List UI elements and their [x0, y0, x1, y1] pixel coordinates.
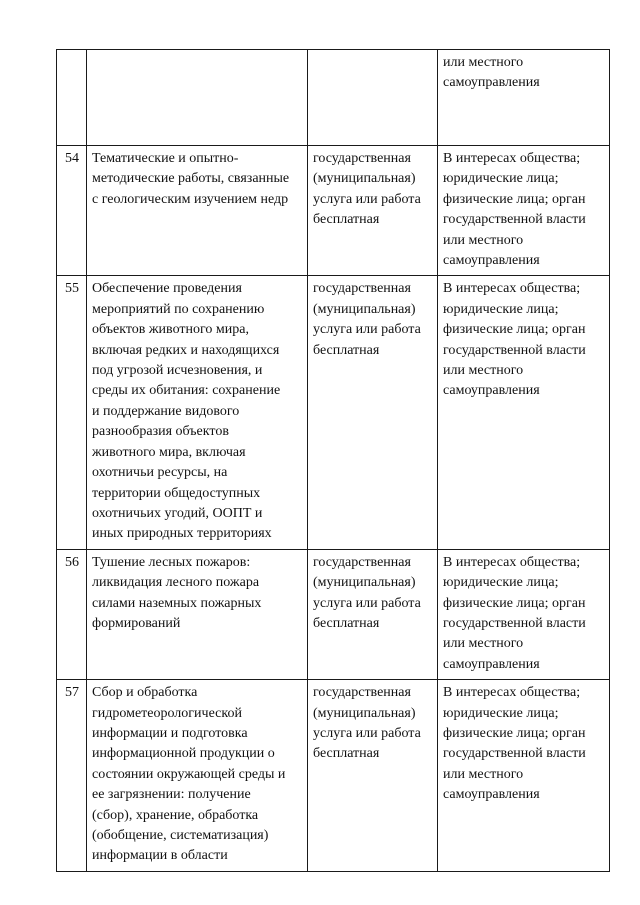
service-name-line: методические работы, связанные: [92, 171, 290, 187]
service-type-line: услуга или работа: [313, 191, 421, 207]
service-name-line: силами наземных пожарных: [92, 595, 262, 611]
service-type-line: (муниципальная): [313, 705, 416, 721]
consumers-cell: [438, 680, 610, 872]
consumers-line: В интересах общества;: [443, 685, 581, 701]
consumers-cell: [438, 50, 610, 146]
consumers-line: или местного: [443, 55, 524, 70]
service-name-line: охотничьих угодий, ООПТ и: [92, 505, 263, 521]
service-type-cell: [308, 680, 438, 872]
consumers-line: государственной власти: [443, 342, 586, 358]
table-row: [57, 50, 610, 146]
service-name-line: информации и подготовка: [92, 725, 248, 741]
row-number: 55: [57, 276, 87, 549]
table-row: [57, 276, 610, 549]
service-type-line: услуга или работа: [313, 595, 421, 611]
service-type-line: государственная: [313, 151, 411, 166]
service-name-cell: [87, 146, 308, 276]
consumers-line: юридические лица;: [443, 301, 559, 317]
consumers-line: или местного: [443, 636, 524, 652]
consumers-line: физические лица; орган: [443, 191, 586, 207]
service-type-line: (муниципальная): [313, 575, 416, 591]
service-name-line: мероприятий по сохранению: [92, 301, 265, 317]
consumers-line: В интересах общества;: [443, 554, 581, 570]
service-name-line: животного мира, включая: [92, 444, 246, 460]
consumers-line: самоуправления: [443, 253, 540, 269]
consumers-line: юридические лица;: [443, 705, 559, 721]
service-type-line: услуга или работа: [313, 725, 421, 741]
consumers-line: или местного: [443, 363, 524, 379]
service-name-line: ликвидация лесного пожара: [92, 575, 260, 591]
service-name-cell: [87, 276, 308, 549]
service-type-cell: [308, 146, 438, 276]
service-name-cell: [87, 549, 308, 679]
consumers-cell: [438, 276, 610, 549]
consumers-line: самоуправления: [443, 787, 540, 803]
service-type-cell: [308, 549, 438, 679]
service-type-line: бесплатная: [313, 342, 380, 358]
service-name-line: с геологическим изучением недр: [92, 191, 289, 207]
consumers-line: государственной власти: [443, 212, 586, 228]
service-type-cell: [308, 276, 438, 549]
consumers-line: физические лица; орган: [443, 725, 586, 741]
service-type-line: бесплатная: [313, 212, 380, 228]
services-table-body: [57, 50, 610, 872]
consumers-line: государственной власти: [443, 746, 586, 762]
service-name-line: Сбор и обработка: [92, 685, 198, 701]
service-name-line: охотничьи ресурсы, на: [92, 465, 228, 481]
service-type-line: государственная: [313, 281, 411, 297]
consumers-line: юридические лица;: [443, 171, 559, 187]
service-name-line: Обеспечение проведения: [92, 281, 242, 297]
consumers-line: физические лица; орган: [443, 595, 586, 611]
service-name-line: информационной продукции о: [92, 746, 275, 762]
service-name-line: формирований: [92, 615, 181, 631]
service-type-line: бесплатная: [313, 746, 380, 762]
services-table: [56, 49, 610, 872]
row-number: [57, 50, 87, 146]
service-name-line: (сбор), хранение, обработка: [92, 807, 259, 823]
service-name-line: разнообразия объектов: [92, 424, 229, 440]
service-name-line: (обобщение, систематизация): [92, 828, 269, 843]
consumers-line: самоуправления: [443, 75, 540, 91]
row-number: 57: [57, 680, 87, 872]
consumers-line: В интересах общества;: [443, 281, 581, 297]
service-name-cell: [87, 50, 308, 146]
service-name-line: Тематические и опытно-: [92, 151, 239, 166]
table-row: [57, 549, 610, 679]
table-row: [57, 680, 610, 872]
service-name-line: под угрозой исчезновения, и: [92, 363, 263, 379]
table-row: [57, 146, 610, 276]
service-name-line: территории общедоступных: [92, 485, 261, 501]
consumers-line: самоуправления: [443, 383, 540, 399]
consumers-line: или местного: [443, 232, 524, 248]
service-name-line: информации в области: [92, 848, 228, 864]
service-type-line: (муниципальная): [313, 171, 416, 187]
service-name-line: ее загрязнении: получение: [92, 787, 251, 803]
service-type-line: бесплатная: [313, 615, 380, 631]
service-type-line: (муниципальная): [313, 301, 416, 317]
service-name-line: гидрометеорологической: [92, 705, 242, 721]
service-type-cell: [308, 50, 438, 146]
service-type-line: государственная: [313, 685, 411, 701]
service-name-line: и поддержание видового: [92, 403, 240, 419]
consumers-line: физические лица; орган: [443, 322, 586, 338]
service-name-line: иных природных территориях: [92, 526, 272, 542]
row-number: 56: [57, 549, 87, 679]
service-type-line: государственная: [313, 554, 411, 570]
service-name-line: среды их обитания: сохранение: [92, 383, 281, 399]
service-name-cell: [87, 680, 308, 872]
consumers-cell: [438, 549, 610, 679]
row-number: 54: [57, 146, 87, 276]
consumers-line: или местного: [443, 766, 524, 782]
consumers-line: юридические лица;: [443, 575, 559, 591]
service-name-line: включая редких и находящихся: [92, 342, 280, 358]
consumers-cell: [438, 146, 610, 276]
consumers-line: самоуправления: [443, 656, 540, 672]
service-type-line: услуга или работа: [313, 322, 421, 338]
service-name-line: состоянии окружающей среды и: [92, 766, 286, 782]
service-name-line: объектов животного мира,: [92, 322, 249, 338]
consumers-line: В интересах общества;: [443, 151, 581, 166]
consumers-line: государственной власти: [443, 615, 586, 631]
service-name-line: Тушение лесных пожаров:: [92, 554, 251, 570]
